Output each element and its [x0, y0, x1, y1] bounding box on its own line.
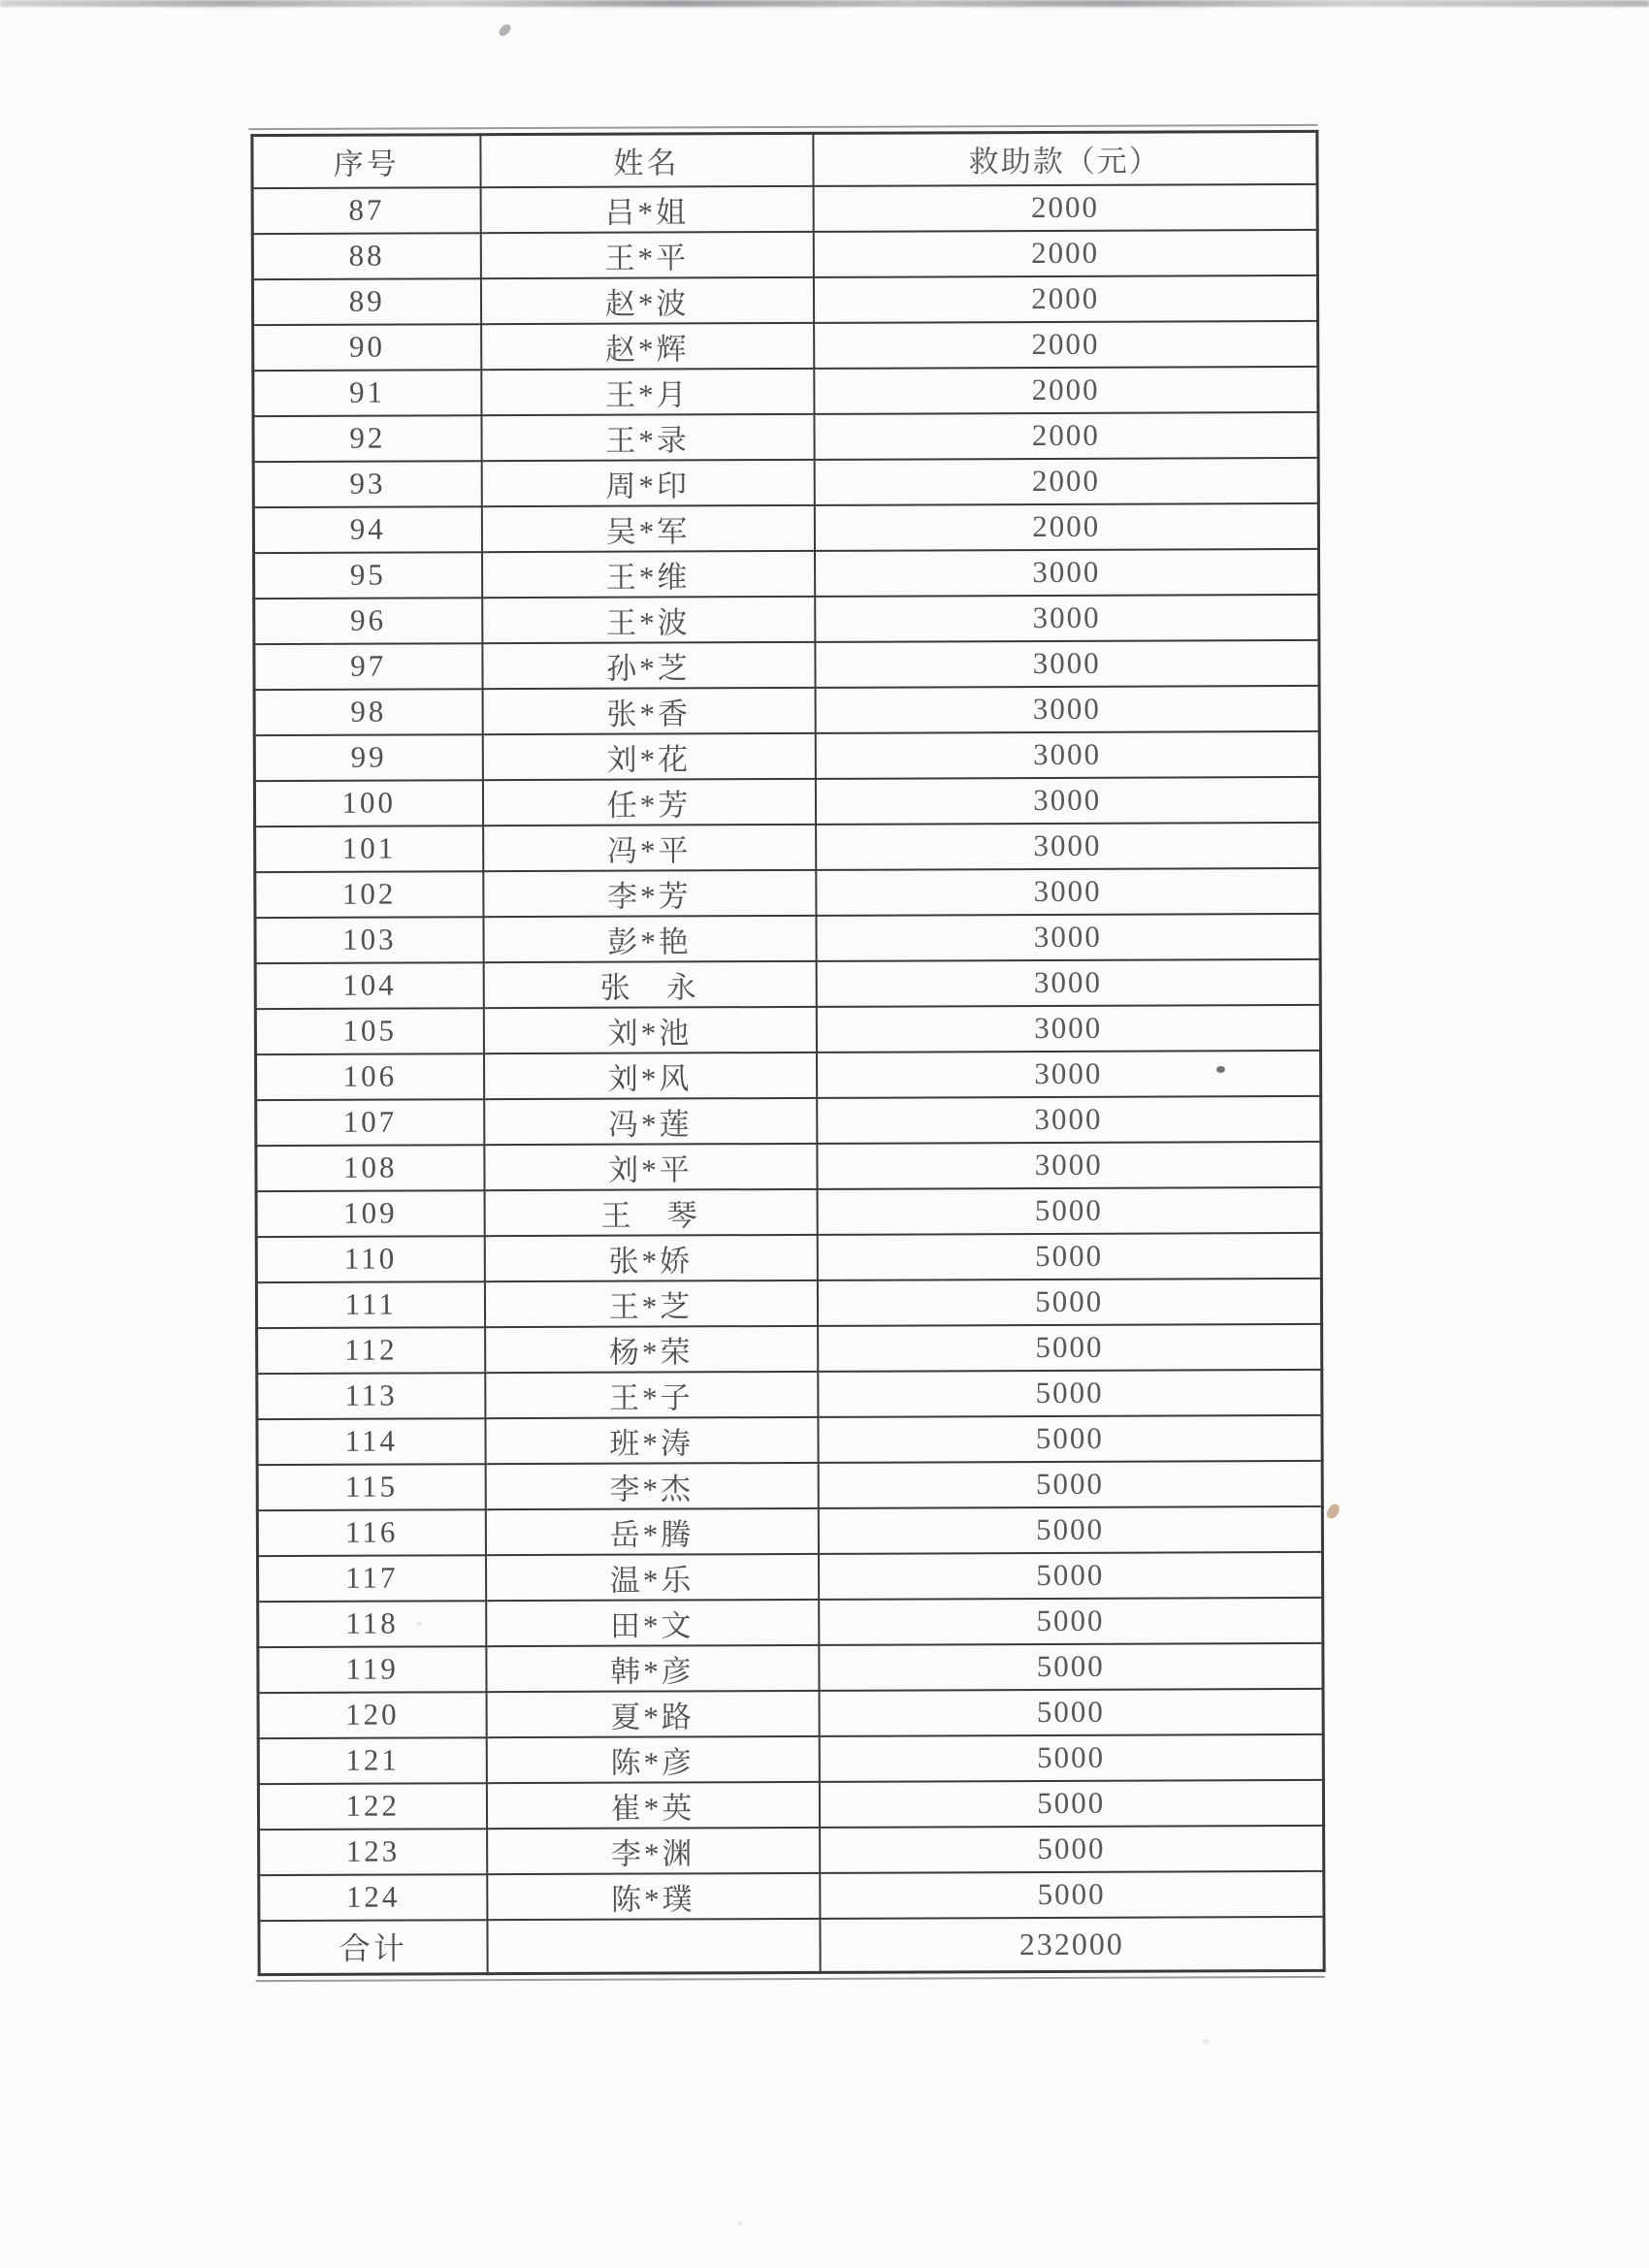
header-relief-amount: 救助款（元）	[813, 131, 1317, 185]
cell-amount: 2000	[814, 320, 1318, 368]
cell-amount: 2000	[813, 275, 1317, 322]
cell-serial-number: 100	[254, 780, 482, 826]
cell-serial-number: 112	[257, 1327, 485, 1374]
table-row	[252, 229, 1317, 278]
cell-name: 赵*波	[480, 276, 813, 323]
cell-amount: 3000	[815, 548, 1319, 596]
cell-name: 冯*平	[483, 824, 816, 870]
scan-noise-band	[0, 0, 1649, 7]
cell-serial-number: 120	[258, 1692, 486, 1738]
cell-serial-number: 117	[257, 1555, 485, 1602]
scan-speck	[1203, 2039, 1209, 2044]
table-footer	[259, 1916, 1324, 1974]
cell-name: 李*渊	[487, 1827, 820, 1873]
table-row	[257, 1460, 1322, 1509]
table-row	[258, 1688, 1323, 1737]
cell-name: 李*芳	[483, 869, 816, 916]
table-row	[254, 548, 1319, 598]
cell-name: 班*涛	[485, 1416, 818, 1463]
cell-name: 田*文	[486, 1599, 819, 1645]
table-row	[254, 594, 1319, 643]
cell-amount: 2000	[814, 502, 1318, 550]
cell-amount: 5000	[818, 1460, 1322, 1507]
relief-table-wrap	[250, 130, 1322, 1976]
table-row	[259, 1870, 1324, 1920]
table-header	[252, 131, 1317, 187]
table-body	[252, 183, 1324, 1920]
table-row	[258, 1733, 1323, 1783]
table-row	[257, 1506, 1322, 1555]
table-row	[256, 1186, 1321, 1236]
cell-serial-number: 122	[258, 1783, 486, 1830]
cell-serial-number: 114	[257, 1418, 485, 1465]
total-amount-cell: 232000	[820, 1916, 1324, 1972]
cell-amount: 3000	[816, 958, 1320, 1006]
cell-serial-number: 119	[258, 1646, 486, 1693]
cell-name: 崔*英	[486, 1781, 819, 1828]
cell-serial-number: 123	[259, 1829, 487, 1875]
cell-name: 岳*腾	[485, 1507, 818, 1554]
cell-name: 王*月	[481, 368, 814, 414]
cell-serial-number: 89	[252, 278, 480, 325]
cell-serial-number: 104	[255, 962, 483, 1009]
cell-name: 王*子	[485, 1371, 818, 1417]
cell-amount: 5000	[819, 1597, 1323, 1644]
table-row	[257, 1551, 1322, 1601]
cell-serial-number: 116	[257, 1509, 485, 1556]
cell-serial-number: 88	[252, 233, 480, 279]
cell-serial-number: 108	[256, 1145, 484, 1191]
cell-amount: 5000	[818, 1369, 1322, 1416]
total-label-cell: 合计	[259, 1920, 487, 1975]
table-row	[257, 1369, 1322, 1418]
cell-serial-number: 94	[253, 506, 481, 553]
table-row	[253, 320, 1318, 370]
cell-serial-number: 92	[253, 415, 481, 462]
cell-amount: 5000	[820, 1825, 1324, 1872]
cell-serial-number: 111	[256, 1281, 484, 1328]
table-row	[253, 411, 1318, 461]
cell-serial-number: 97	[254, 643, 482, 690]
cell-amount: 3000	[816, 913, 1320, 960]
cell-name: 孙*芝	[482, 641, 815, 688]
cell-amount: 3000	[816, 1050, 1320, 1097]
cell-serial-number: 124	[259, 1874, 487, 1921]
cell-serial-number: 115	[257, 1464, 485, 1510]
cell-amount: 2000	[813, 183, 1317, 231]
cell-name: 刘*池	[483, 1006, 816, 1053]
cell-name: 张*香	[482, 687, 815, 733]
cell-name: 温*乐	[485, 1553, 818, 1600]
scan-speck	[737, 2221, 743, 2225]
cell-amount: 5000	[819, 1688, 1323, 1735]
cell-serial-number: 107	[256, 1099, 484, 1146]
cell-name: 王*录	[481, 413, 814, 460]
cell-serial-number: 99	[254, 734, 482, 781]
cell-serial-number: 113	[257, 1373, 485, 1419]
cell-serial-number: 87	[252, 187, 480, 234]
cell-amount: 5000	[818, 1323, 1322, 1371]
table-row	[258, 1597, 1323, 1646]
cell-amount: 5000	[818, 1506, 1322, 1553]
cell-serial-number: 106	[256, 1053, 484, 1100]
cell-amount: 3000	[815, 776, 1319, 824]
table-row	[258, 1779, 1323, 1829]
cell-name: 韩*彦	[486, 1644, 819, 1691]
cell-name: 王*平	[480, 231, 813, 277]
cell-serial-number: 118	[258, 1601, 486, 1647]
cell-amount: 3000	[816, 1004, 1320, 1052]
cell-name: 吴*军	[481, 504, 814, 551]
table-row	[259, 1825, 1324, 1874]
table-row	[258, 1642, 1323, 1692]
relief-funds-table	[250, 130, 1325, 1976]
cell-name: 彭*艳	[483, 915, 816, 961]
cell-amount: 5000	[819, 1642, 1323, 1690]
table-row	[255, 958, 1320, 1008]
cell-serial-number: 121	[258, 1737, 486, 1784]
table-row	[254, 730, 1319, 780]
table-row	[255, 822, 1320, 871]
table-row	[257, 1414, 1322, 1464]
cell-serial-number: 101	[255, 826, 483, 872]
cell-serial-number: 109	[256, 1190, 484, 1237]
cell-name: 陈*彦	[486, 1735, 819, 1782]
cell-amount: 5000	[819, 1733, 1323, 1781]
table-row	[256, 1050, 1321, 1099]
cell-name: 杨*荣	[485, 1325, 818, 1372]
table-row	[256, 1095, 1321, 1145]
cell-name: 张*娇	[484, 1234, 817, 1280]
cell-amount: 3000	[815, 685, 1319, 732]
total-empty-cell	[487, 1918, 820, 1973]
table-row	[252, 183, 1317, 233]
cell-amount: 3000	[815, 730, 1319, 778]
cell-amount: 3000	[817, 1095, 1321, 1143]
scan-speck	[498, 22, 513, 39]
cell-name: 夏*路	[486, 1690, 819, 1736]
cell-amount: 3000	[816, 822, 1320, 869]
cell-name: 王*维	[482, 550, 815, 597]
cell-serial-number: 91	[253, 370, 481, 416]
cell-name: 陈*璞	[487, 1872, 820, 1919]
cell-amount: 5000	[819, 1779, 1323, 1827]
cell-amount: 2000	[813, 229, 1317, 276]
cell-amount: 2000	[814, 411, 1318, 459]
cell-serial-number: 90	[253, 324, 481, 371]
cell-serial-number: 110	[256, 1236, 484, 1282]
cell-name: 王*波	[482, 596, 815, 642]
table-row	[256, 1278, 1321, 1327]
cell-amount: 3000	[817, 1141, 1321, 1188]
table-row	[255, 867, 1320, 917]
cell-name: 周*印	[481, 459, 814, 505]
cell-name: 冯*莲	[484, 1097, 817, 1144]
cell-amount: 3000	[816, 867, 1320, 915]
cell-name: 赵*辉	[481, 322, 814, 369]
cell-serial-number: 95	[254, 552, 482, 599]
cell-name: 王 琴	[484, 1188, 817, 1235]
cell-serial-number: 98	[254, 689, 482, 735]
cell-serial-number: 105	[255, 1008, 483, 1054]
table-row	[257, 1323, 1322, 1373]
table-row	[254, 685, 1319, 734]
table-row	[255, 913, 1320, 962]
scan-speck	[1325, 1502, 1342, 1520]
table-row	[254, 776, 1319, 826]
cell-serial-number: 96	[254, 598, 482, 644]
cell-amount: 2000	[814, 366, 1318, 413]
cell-amount: 3000	[815, 594, 1319, 641]
cell-name: 吕*姐	[480, 185, 813, 232]
table-total-row	[259, 1916, 1324, 1974]
table-row	[256, 1232, 1321, 1281]
cell-amount: 5000	[820, 1870, 1324, 1918]
cell-amount: 5000	[818, 1551, 1322, 1599]
cell-amount: 5000	[817, 1232, 1321, 1280]
cell-name: 张 永	[483, 960, 816, 1007]
table-row	[255, 1004, 1320, 1053]
table-row	[253, 502, 1318, 552]
header-row	[252, 131, 1317, 187]
cell-amount: 5000	[817, 1186, 1321, 1234]
table-row	[254, 639, 1319, 689]
cell-name: 刘*花	[482, 732, 815, 779]
cell-name: 任*芳	[482, 778, 815, 825]
table-row	[256, 1141, 1321, 1190]
cell-name: 王*芝	[484, 1280, 817, 1326]
table-row	[253, 366, 1318, 415]
cell-amount: 5000	[817, 1278, 1321, 1325]
cell-serial-number: 102	[255, 871, 483, 918]
cell-name: 刘*风	[483, 1052, 816, 1098]
cell-amount: 3000	[815, 639, 1319, 687]
table-row	[253, 457, 1318, 506]
cell-serial-number: 103	[255, 917, 483, 963]
cell-amount: 2000	[814, 457, 1318, 504]
header-name: 姓名	[480, 133, 813, 186]
cell-name: 刘*平	[484, 1143, 817, 1189]
table-row	[252, 275, 1317, 324]
cell-serial-number: 93	[253, 461, 481, 507]
cell-amount: 5000	[818, 1414, 1322, 1462]
cell-name: 李*杰	[485, 1462, 818, 1508]
header-serial-number: 序号	[252, 135, 480, 188]
